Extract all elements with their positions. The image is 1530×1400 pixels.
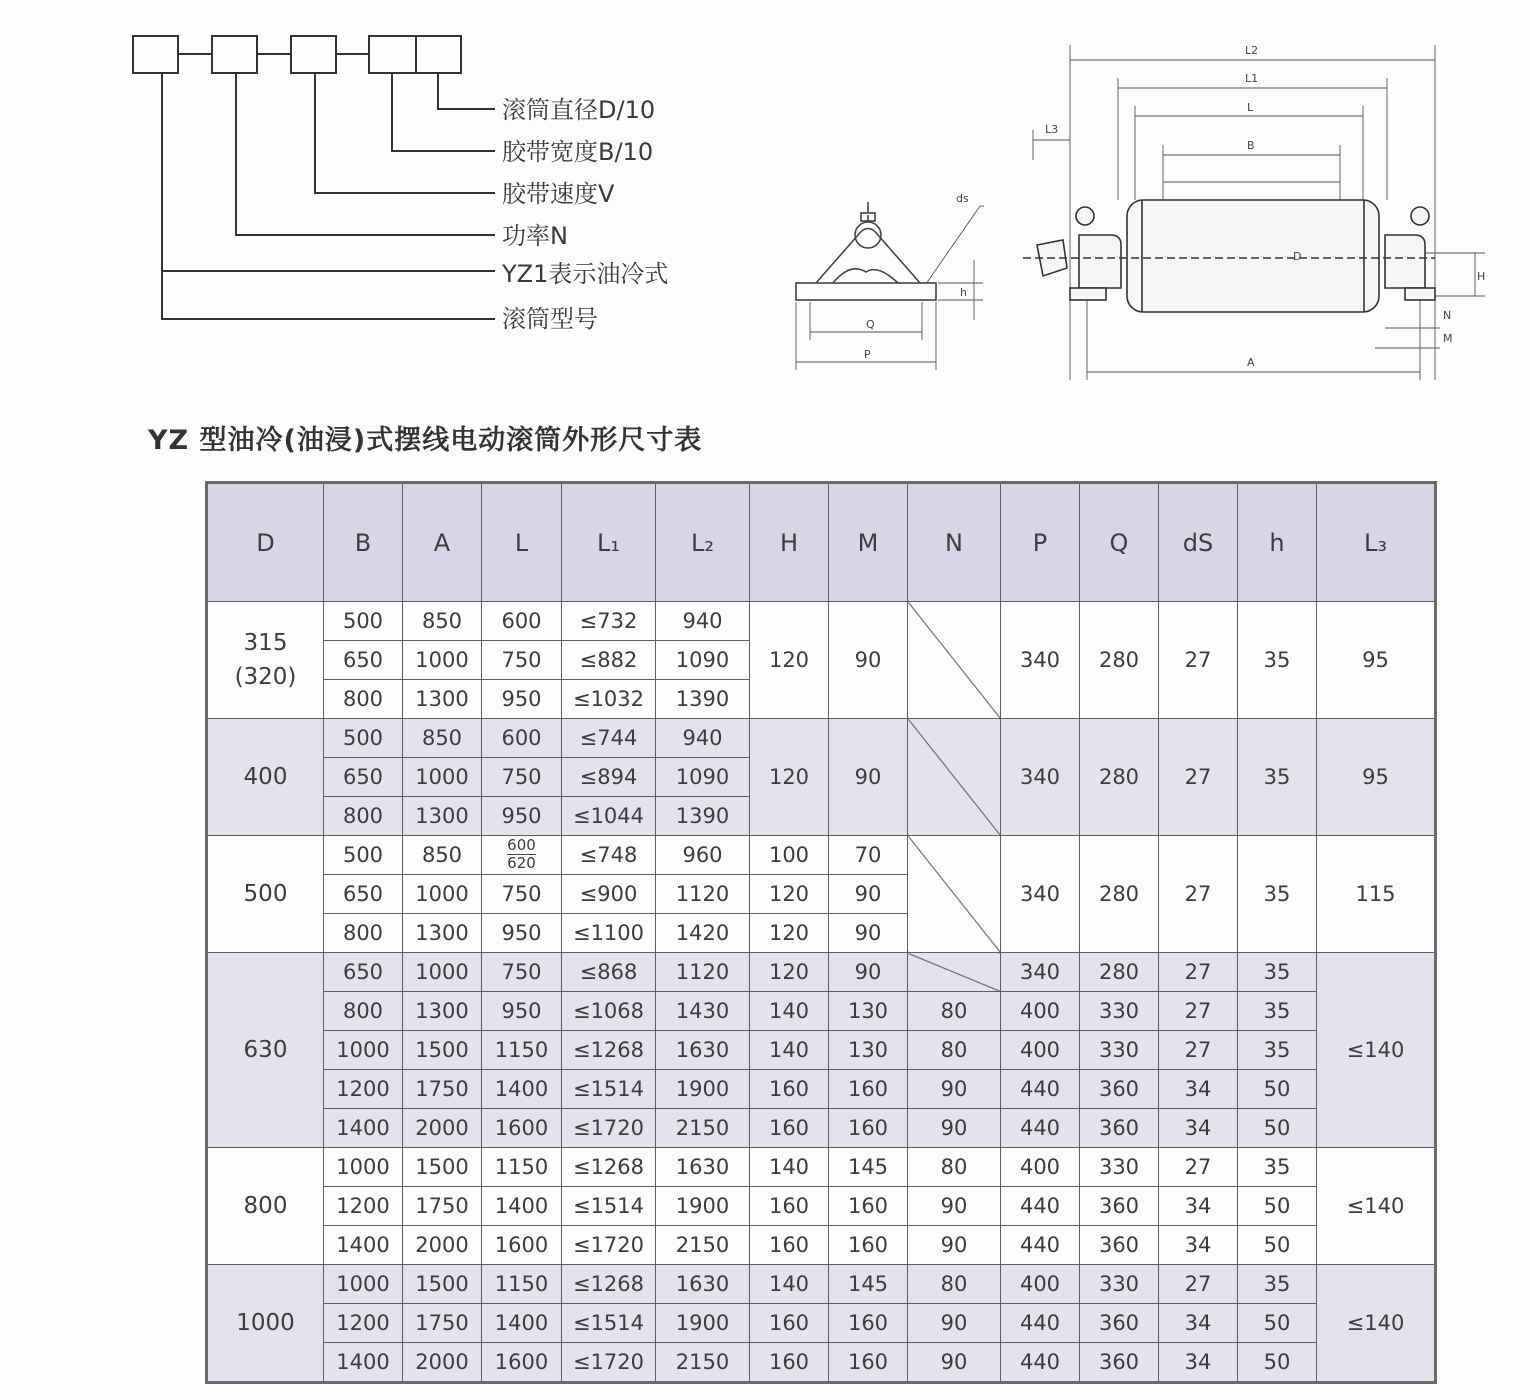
header-q: Q bbox=[1080, 483, 1159, 602]
code-box-5 bbox=[416, 36, 461, 73]
group-d400 bbox=[207, 719, 1436, 836]
cell-b: 800 bbox=[324, 680, 403, 719]
cell-h: 140 bbox=[750, 1265, 829, 1304]
cell-p: 440 bbox=[1001, 1226, 1080, 1265]
cell-m: 130 bbox=[829, 1031, 908, 1070]
code-label-belt-speed: 胶带速度V bbox=[502, 180, 615, 208]
cell-b: 650 bbox=[324, 758, 403, 797]
cell-h: 120 bbox=[750, 914, 829, 953]
cell-ds: 27 bbox=[1159, 836, 1238, 953]
cell-a: 850 bbox=[403, 836, 482, 875]
cell-m: 130 bbox=[829, 992, 908, 1031]
cell-m: 160 bbox=[829, 1187, 908, 1226]
table-row bbox=[207, 1070, 1436, 1109]
cell-h: 100 bbox=[750, 836, 829, 875]
group-d630 bbox=[207, 953, 1436, 1148]
cell-ds: 27 bbox=[1159, 1148, 1238, 1187]
header-m: M bbox=[829, 483, 908, 602]
cell-a: 850 bbox=[403, 719, 482, 758]
cell-d: 1000 bbox=[207, 1265, 324, 1383]
cell-l1: ≤1032 bbox=[562, 680, 656, 719]
cell-p: 340 bbox=[1001, 602, 1080, 719]
cell-l1: ≤900 bbox=[562, 875, 656, 914]
cell-l1: ≤1268 bbox=[562, 1031, 656, 1070]
cell-l3: ≤140 bbox=[1317, 1265, 1436, 1383]
cell-l1: ≤744 bbox=[562, 719, 656, 758]
cell-ds: 34 bbox=[1159, 1343, 1238, 1383]
cell-l3: ≤140 bbox=[1317, 1148, 1436, 1265]
dim-label-l3: L3 bbox=[1045, 123, 1059, 136]
cell-l2: 1120 bbox=[656, 953, 750, 992]
cell-h: 160 bbox=[750, 1226, 829, 1265]
table-row bbox=[207, 836, 1436, 875]
cell-b: 1200 bbox=[324, 1070, 403, 1109]
cell-l1: ≤1268 bbox=[562, 1148, 656, 1187]
cell-l: 1600 bbox=[482, 1343, 562, 1383]
cell-n: 80 bbox=[908, 1148, 1001, 1187]
cell-n-empty bbox=[908, 953, 1001, 992]
header-p: P bbox=[1001, 483, 1080, 602]
table-row bbox=[207, 1148, 1436, 1187]
cell-ds: 34 bbox=[1159, 1304, 1238, 1343]
cell-m: 90 bbox=[829, 875, 908, 914]
cell-p: 440 bbox=[1001, 1187, 1080, 1226]
cell-l2: 1630 bbox=[656, 1031, 750, 1070]
cell-n: 90 bbox=[908, 1187, 1001, 1226]
cell-l: 750 bbox=[482, 641, 562, 680]
cell-b: 650 bbox=[324, 875, 403, 914]
dimension-table bbox=[205, 481, 1437, 1384]
group-d315 bbox=[207, 602, 1436, 719]
cell-p: 440 bbox=[1001, 1343, 1080, 1383]
cell-small-h: 35 bbox=[1238, 992, 1317, 1031]
cell-a: 1000 bbox=[403, 875, 482, 914]
cell-ds: 27 bbox=[1159, 953, 1238, 992]
cell-p: 340 bbox=[1001, 953, 1080, 992]
cell-l: 750 bbox=[482, 758, 562, 797]
cell-small-h: 50 bbox=[1238, 1304, 1317, 1343]
cell-h: 140 bbox=[750, 1031, 829, 1070]
cell-small-h: 35 bbox=[1238, 1031, 1317, 1070]
cell-d: 800 bbox=[207, 1148, 324, 1265]
cell-n: 80 bbox=[908, 1265, 1001, 1304]
cell-l3: 95 bbox=[1317, 719, 1436, 836]
cell-h: 160 bbox=[750, 1304, 829, 1343]
cell-p: 400 bbox=[1001, 1148, 1080, 1187]
dim-label-b: B bbox=[1247, 139, 1255, 152]
header-l3: L₃ bbox=[1317, 483, 1436, 602]
table-row bbox=[207, 1031, 1436, 1070]
cell-a: 1300 bbox=[403, 680, 482, 719]
cell-q: 360 bbox=[1080, 1343, 1159, 1383]
cell-p: 440 bbox=[1001, 1109, 1080, 1148]
dim-label-l: L bbox=[1247, 101, 1254, 114]
cell-l: 750 bbox=[482, 953, 562, 992]
cell-ds: 27 bbox=[1159, 1265, 1238, 1304]
cell-n: 90 bbox=[908, 1070, 1001, 1109]
header-b: B bbox=[324, 483, 403, 602]
header-l2: L₂ bbox=[656, 483, 750, 602]
table-row bbox=[207, 992, 1436, 1031]
dim-label-d: D bbox=[1293, 250, 1302, 263]
cell-b: 800 bbox=[324, 992, 403, 1031]
code-label-belt-width: 胶带宽度B/10 bbox=[502, 138, 654, 166]
group-d500 bbox=[207, 836, 1436, 953]
cell-small-h: 35 bbox=[1238, 836, 1317, 953]
drum-front-view bbox=[1015, 40, 1495, 380]
header-ds: dS bbox=[1159, 483, 1238, 602]
group-d1000 bbox=[207, 1265, 1436, 1383]
cell-l: 1600 bbox=[482, 1226, 562, 1265]
cell-b: 1200 bbox=[324, 1304, 403, 1343]
cell-a: 1000 bbox=[403, 641, 482, 680]
cell-p: 440 bbox=[1001, 1070, 1080, 1109]
cell-l2: 1630 bbox=[656, 1265, 750, 1304]
cell-l1: ≤1720 bbox=[562, 1226, 656, 1265]
cell-h: 160 bbox=[750, 1187, 829, 1226]
cell-p: 400 bbox=[1001, 1031, 1080, 1070]
cell-ds: 34 bbox=[1159, 1226, 1238, 1265]
cell-p: 340 bbox=[1001, 836, 1080, 953]
cell-p: 400 bbox=[1001, 1265, 1080, 1304]
cell-l: 950 bbox=[482, 680, 562, 719]
cell-l: 1400 bbox=[482, 1070, 562, 1109]
cell-l: 1150 bbox=[482, 1265, 562, 1304]
cell-l1: ≤882 bbox=[562, 641, 656, 680]
cell-small-h: 35 bbox=[1238, 602, 1317, 719]
cell-q: 360 bbox=[1080, 1070, 1159, 1109]
cell-l2: 2150 bbox=[656, 1109, 750, 1148]
cell-p: 400 bbox=[1001, 992, 1080, 1031]
dim-label-q: Q bbox=[866, 318, 875, 331]
cell-l1: ≤1720 bbox=[562, 1343, 656, 1383]
cell-l1: ≤894 bbox=[562, 758, 656, 797]
cell-l1: ≤1514 bbox=[562, 1304, 656, 1343]
cell-l: 950 bbox=[482, 797, 562, 836]
cell-h: 120 bbox=[750, 602, 829, 719]
header-small-h: h bbox=[1238, 483, 1317, 602]
cell-h: 160 bbox=[750, 1109, 829, 1148]
cell-m: 160 bbox=[829, 1343, 908, 1383]
cell-l: 600 bbox=[482, 602, 562, 641]
cell-a: 2000 bbox=[403, 1226, 482, 1265]
cell-l: 750 bbox=[482, 875, 562, 914]
cell-q: 280 bbox=[1080, 602, 1159, 719]
table-row bbox=[207, 1109, 1436, 1148]
cell-small-h: 35 bbox=[1238, 1148, 1317, 1187]
table-row bbox=[207, 1265, 1436, 1304]
cell-n: 80 bbox=[908, 1031, 1001, 1070]
cell-small-h: 35 bbox=[1238, 719, 1317, 836]
cell-a: 1750 bbox=[403, 1304, 482, 1343]
dim-label-p: P bbox=[864, 348, 871, 361]
dim-label-big-h: H bbox=[1477, 270, 1486, 283]
dim-label-ds: ds bbox=[956, 192, 969, 205]
cell-l2: 940 bbox=[656, 719, 750, 758]
cell-a: 1000 bbox=[403, 758, 482, 797]
cell-b: 1400 bbox=[324, 1109, 403, 1148]
cell-ds: 34 bbox=[1159, 1109, 1238, 1148]
dim-label-l2: L2 bbox=[1245, 44, 1259, 57]
cell-l3: ≤140 bbox=[1317, 953, 1436, 1148]
cell-m: 160 bbox=[829, 1304, 908, 1343]
cell-b: 800 bbox=[324, 914, 403, 953]
cell-n-empty bbox=[908, 602, 1001, 719]
cell-small-h: 50 bbox=[1238, 1226, 1317, 1265]
cell-a: 1750 bbox=[403, 1070, 482, 1109]
cell-m: 90 bbox=[829, 602, 908, 719]
code-label-power: 功率N bbox=[502, 222, 568, 250]
cell-l2: 1390 bbox=[656, 680, 750, 719]
cell-l-top: 600 bbox=[507, 836, 536, 854]
cell-l2: 1900 bbox=[656, 1187, 750, 1226]
cell-q: 330 bbox=[1080, 1265, 1159, 1304]
table-row bbox=[207, 953, 1436, 992]
table-row bbox=[207, 1226, 1436, 1265]
cell-l: 1400 bbox=[482, 1304, 562, 1343]
table-row bbox=[207, 1304, 1436, 1343]
cell-ds: 27 bbox=[1159, 992, 1238, 1031]
cell-b: 500 bbox=[324, 836, 403, 875]
cell-b: 1200 bbox=[324, 1187, 403, 1226]
cell-b: 1000 bbox=[324, 1265, 403, 1304]
header-l: L bbox=[482, 483, 562, 602]
cell-l-bottom: 620 bbox=[507, 854, 536, 872]
cell-m: 160 bbox=[829, 1070, 908, 1109]
cell-q: 330 bbox=[1080, 1031, 1159, 1070]
cell-p: 440 bbox=[1001, 1304, 1080, 1343]
cell-h: 140 bbox=[750, 992, 829, 1031]
cell-b: 650 bbox=[324, 641, 403, 680]
cell-h: 160 bbox=[750, 1343, 829, 1383]
cell-q: 280 bbox=[1080, 953, 1159, 992]
cell-h: 120 bbox=[750, 719, 829, 836]
dim-label-a: A bbox=[1247, 356, 1255, 369]
cell-a: 1000 bbox=[403, 953, 482, 992]
cell-a: 1300 bbox=[403, 992, 482, 1031]
cell-q: 280 bbox=[1080, 719, 1159, 836]
cell-n-empty bbox=[908, 836, 1001, 953]
code-label-diameter: 滚筒直径D/10 bbox=[502, 96, 656, 124]
table-row bbox=[207, 602, 1436, 641]
cell-small-h: 35 bbox=[1238, 1265, 1317, 1304]
cell-b: 800 bbox=[324, 797, 403, 836]
code-box-1 bbox=[133, 36, 178, 73]
cell-l1: ≤1514 bbox=[562, 1187, 656, 1226]
cell-l2: 1390 bbox=[656, 797, 750, 836]
cell-a: 1500 bbox=[403, 1031, 482, 1070]
cell-m: 90 bbox=[829, 953, 908, 992]
cell-b: 1400 bbox=[324, 1343, 403, 1383]
cell-ds: 27 bbox=[1159, 719, 1238, 836]
cell-small-h: 35 bbox=[1238, 953, 1317, 992]
cell-a: 2000 bbox=[403, 1109, 482, 1148]
cell-l: 1150 bbox=[482, 1031, 562, 1070]
cell-l2: 1900 bbox=[656, 1070, 750, 1109]
header-l1: L₁ bbox=[562, 483, 656, 602]
cell-l1: ≤868 bbox=[562, 953, 656, 992]
table-header-row bbox=[207, 483, 1436, 602]
cell-q: 360 bbox=[1080, 1304, 1159, 1343]
cell-q: 360 bbox=[1080, 1187, 1159, 1226]
header-a: A bbox=[403, 483, 482, 602]
cell-ds: 34 bbox=[1159, 1187, 1238, 1226]
cell-h: 120 bbox=[750, 875, 829, 914]
cell-l1: ≤1068 bbox=[562, 992, 656, 1031]
cell-l1: ≤1100 bbox=[562, 914, 656, 953]
table-title: YZ 型油冷(油浸)式摆线电动滚筒外形尺寸表 bbox=[148, 425, 703, 456]
cell-b: 500 bbox=[324, 602, 403, 641]
cell-b: 1400 bbox=[324, 1226, 403, 1265]
cell-b: 650 bbox=[324, 953, 403, 992]
cell-d: 630 bbox=[207, 953, 324, 1148]
cell-small-h: 50 bbox=[1238, 1109, 1317, 1148]
cell-m: 160 bbox=[829, 1109, 908, 1148]
cell-q: 330 bbox=[1080, 992, 1159, 1031]
dim-label-n: N bbox=[1443, 309, 1452, 322]
cell-l: 950 bbox=[482, 914, 562, 953]
code-box-4 bbox=[369, 36, 416, 73]
cell-n: 90 bbox=[908, 1226, 1001, 1265]
cell-l2: 1120 bbox=[656, 875, 750, 914]
cell-l2: 2150 bbox=[656, 1343, 750, 1383]
cell-a: 1300 bbox=[403, 797, 482, 836]
cell-n-empty bbox=[908, 719, 1001, 836]
table-row bbox=[207, 719, 1436, 758]
header-d: D bbox=[207, 483, 324, 602]
cell-small-h: 50 bbox=[1238, 1187, 1317, 1226]
cell-l1: ≤748 bbox=[562, 836, 656, 875]
cell-small-h: 50 bbox=[1238, 1070, 1317, 1109]
cell-p: 340 bbox=[1001, 719, 1080, 836]
cell-q: 280 bbox=[1080, 836, 1159, 953]
code-box-2 bbox=[212, 36, 257, 73]
cell-l3: 95 bbox=[1317, 602, 1436, 719]
table-row bbox=[207, 1343, 1436, 1383]
cell-l3: 115 bbox=[1317, 836, 1436, 953]
cell-small-h: 50 bbox=[1238, 1343, 1317, 1383]
cell-a: 2000 bbox=[403, 1343, 482, 1383]
cell-l1: ≤1268 bbox=[562, 1265, 656, 1304]
cell-q: 360 bbox=[1080, 1226, 1159, 1265]
cell-l2: 960 bbox=[656, 836, 750, 875]
cell-l: 950 bbox=[482, 992, 562, 1031]
table-row bbox=[207, 1187, 1436, 1226]
cell-d: 315 (320) bbox=[207, 602, 324, 719]
cell-l2: 1430 bbox=[656, 992, 750, 1031]
dim-label-l1: L1 bbox=[1245, 72, 1259, 85]
bearing-seat-side-view bbox=[788, 180, 998, 380]
cell-ds: 27 bbox=[1159, 602, 1238, 719]
cell-b: 500 bbox=[324, 719, 403, 758]
cell-m: 145 bbox=[829, 1265, 908, 1304]
cell-m: 145 bbox=[829, 1148, 908, 1187]
code-box-3 bbox=[291, 36, 336, 73]
cell-l1: ≤732 bbox=[562, 602, 656, 641]
cell-d: 400 bbox=[207, 719, 324, 836]
cell-m: 90 bbox=[829, 719, 908, 836]
model-code-diagram bbox=[125, 25, 725, 345]
cell-l2: 1090 bbox=[656, 641, 750, 680]
cell-a: 1300 bbox=[403, 914, 482, 953]
cell-a: 1500 bbox=[403, 1148, 482, 1187]
cell-ds: 27 bbox=[1159, 1031, 1238, 1070]
cell-n: 90 bbox=[908, 1109, 1001, 1148]
cell-m: 70 bbox=[829, 836, 908, 875]
cell-m: 90 bbox=[829, 914, 908, 953]
cell-n: 80 bbox=[908, 992, 1001, 1031]
cell-m: 160 bbox=[829, 1226, 908, 1265]
cell-d: 500 bbox=[207, 836, 324, 953]
cell-ds: 34 bbox=[1159, 1070, 1238, 1109]
cell-l2: 1420 bbox=[656, 914, 750, 953]
cell-h: 160 bbox=[750, 1070, 829, 1109]
dim-label-small-h: h bbox=[960, 286, 967, 299]
group-d800 bbox=[207, 1148, 1436, 1265]
cell-h: 120 bbox=[750, 953, 829, 992]
header-n: N bbox=[908, 483, 1001, 602]
cell-q: 330 bbox=[1080, 1148, 1159, 1187]
cell-l1: ≤1720 bbox=[562, 1109, 656, 1148]
cell-l: 1400 bbox=[482, 1187, 562, 1226]
cell-l2: 1630 bbox=[656, 1148, 750, 1187]
header-h: H bbox=[750, 483, 829, 602]
code-label-drum-model: 滚筒型号 bbox=[502, 305, 598, 333]
cell-l2: 1900 bbox=[656, 1304, 750, 1343]
cell-b: 1000 bbox=[324, 1148, 403, 1187]
cell-l2: 1090 bbox=[656, 758, 750, 797]
cell-a: 850 bbox=[403, 602, 482, 641]
code-label-oil-cooled: YZ1表示油冷式 bbox=[502, 260, 669, 288]
cell-l: 1150 bbox=[482, 1148, 562, 1187]
cell-l1: ≤1044 bbox=[562, 797, 656, 836]
cell-l2: 940 bbox=[656, 602, 750, 641]
cell-q: 360 bbox=[1080, 1109, 1159, 1148]
cell-a: 1500 bbox=[403, 1265, 482, 1304]
cell-l2: 2150 bbox=[656, 1226, 750, 1265]
cell-n: 90 bbox=[908, 1343, 1001, 1383]
cell-h: 140 bbox=[750, 1148, 829, 1187]
cell-l1: ≤1514 bbox=[562, 1070, 656, 1109]
cell-l-split bbox=[482, 836, 562, 875]
cell-n: 90 bbox=[908, 1304, 1001, 1343]
cell-b: 1000 bbox=[324, 1031, 403, 1070]
cell-l: 1600 bbox=[482, 1109, 562, 1148]
cell-l: 600 bbox=[482, 719, 562, 758]
dim-label-m: M bbox=[1443, 332, 1453, 345]
cell-a: 1750 bbox=[403, 1187, 482, 1226]
